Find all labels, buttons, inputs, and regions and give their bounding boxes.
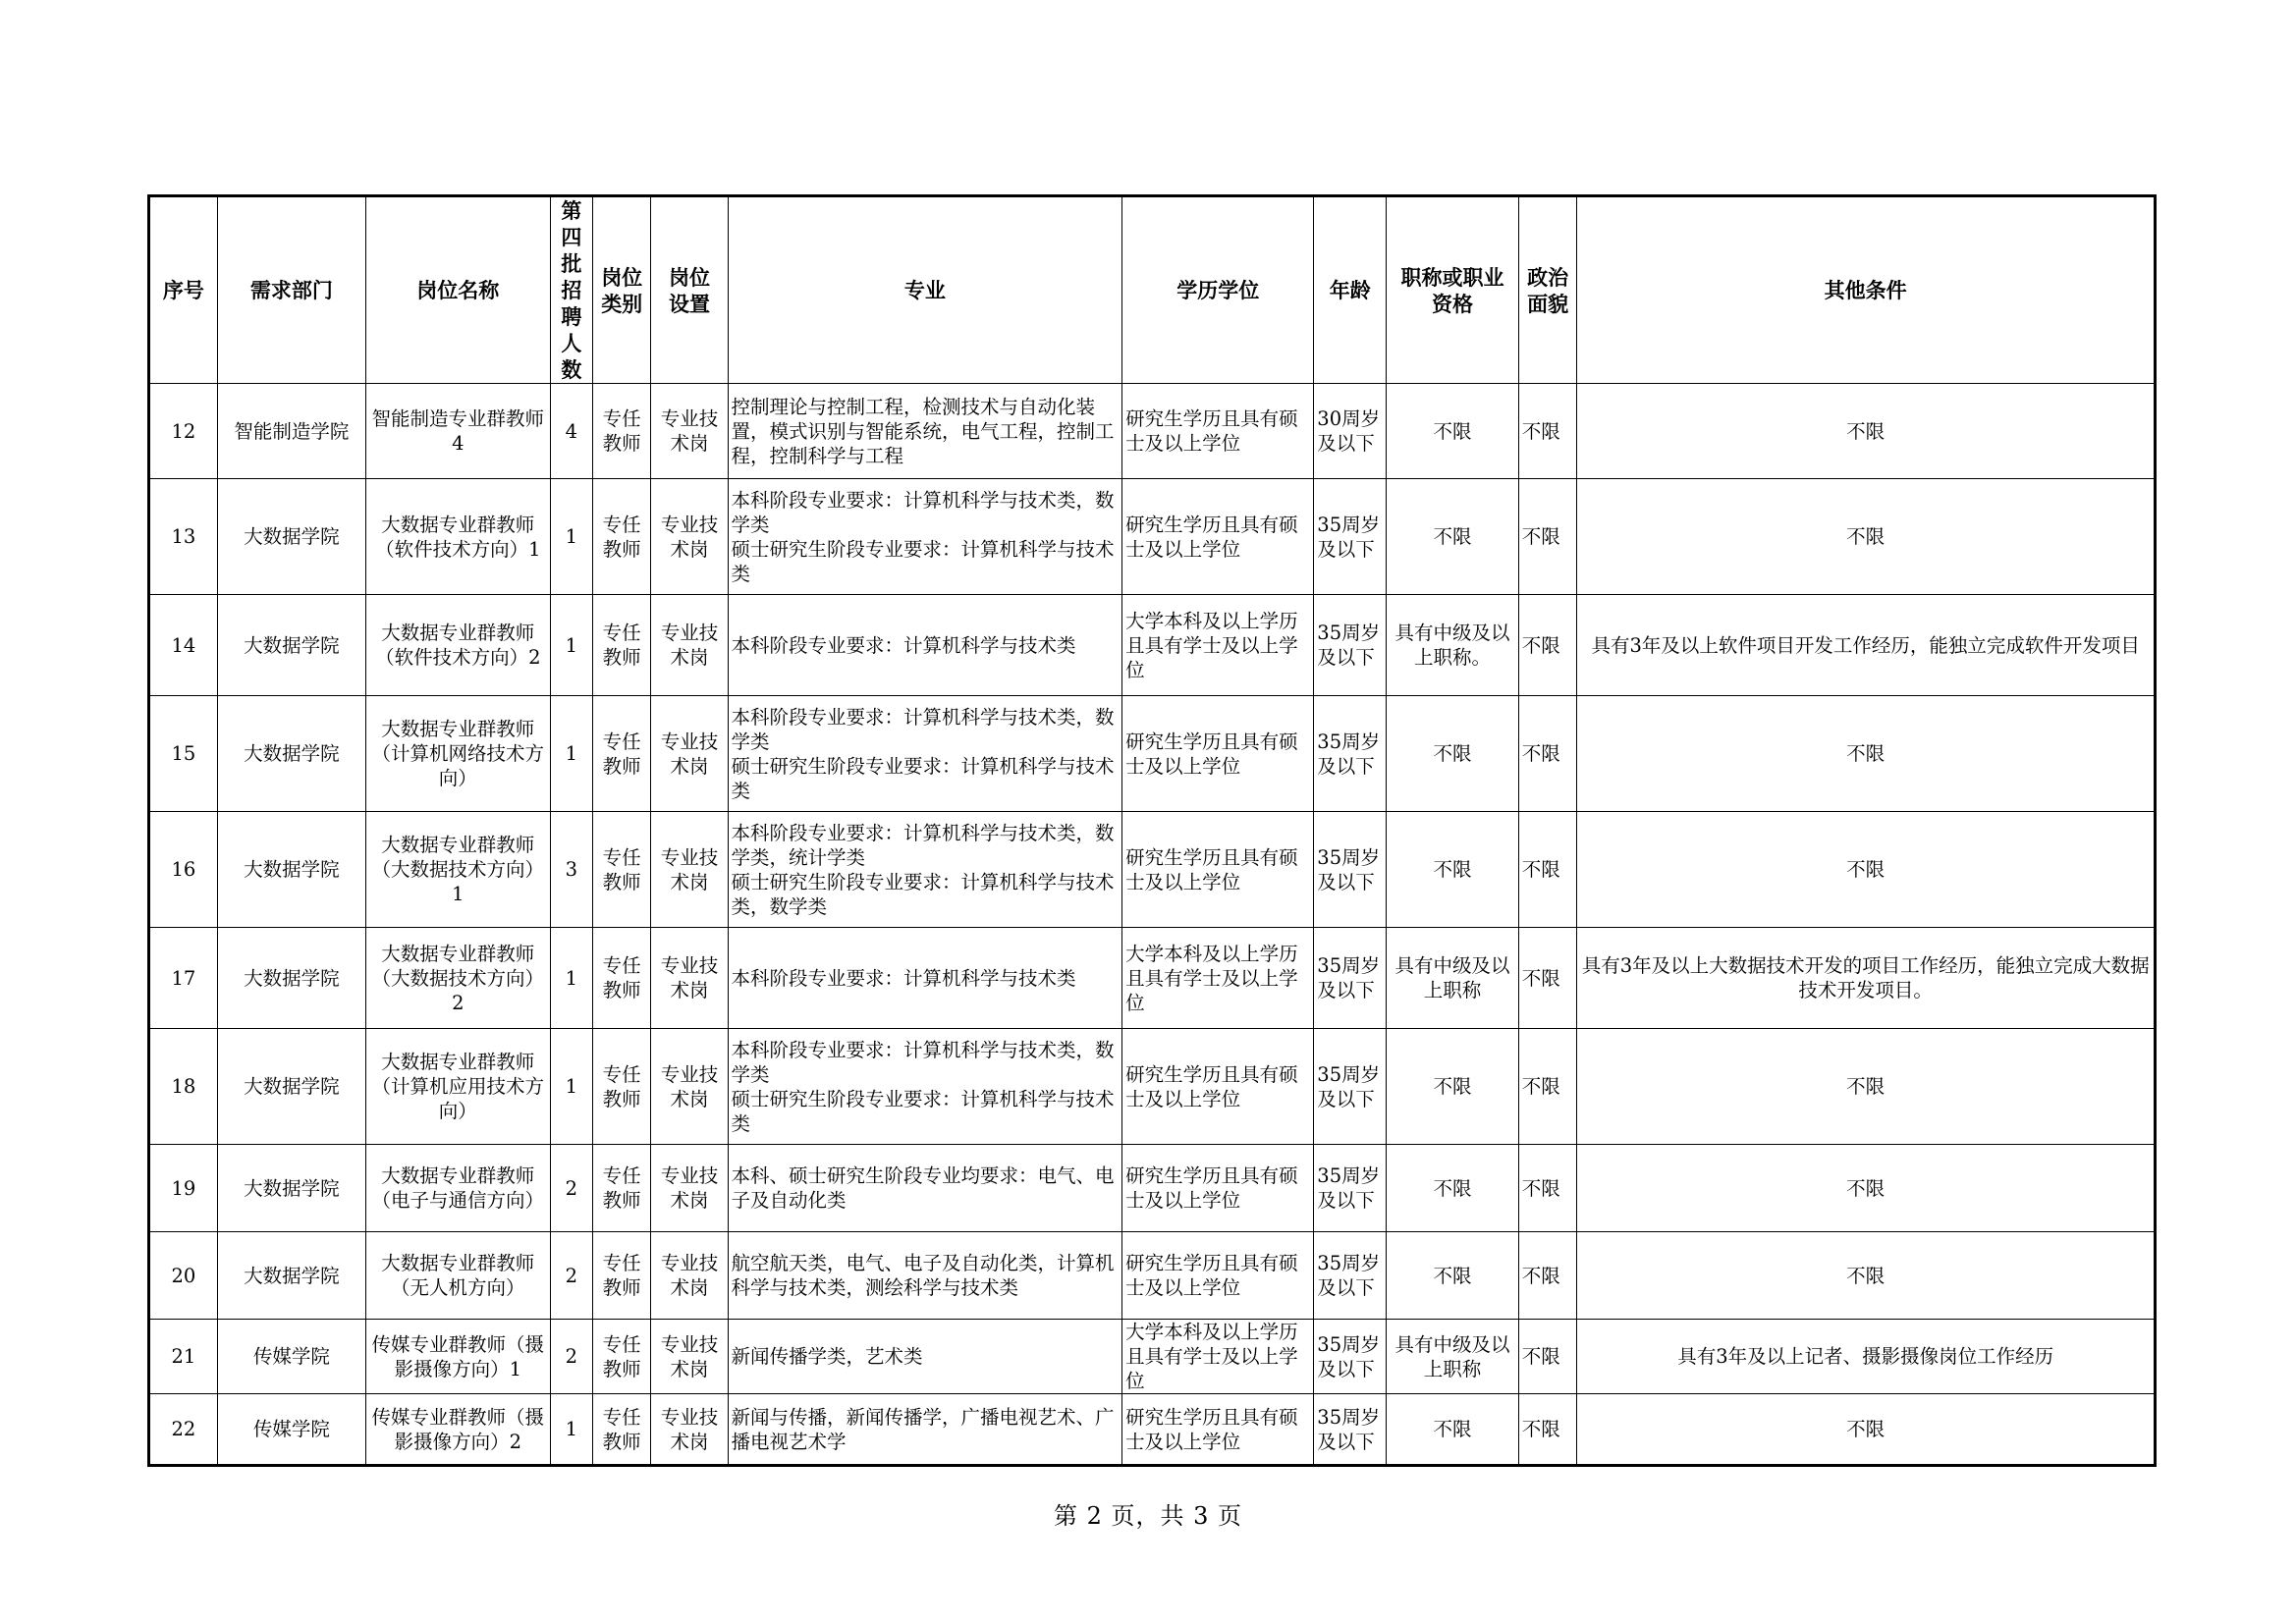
cell-dept: 智能制造学院 [217,384,365,479]
cell-age: 35周岁及以下 [1314,1320,1387,1394]
cell-post-name: 大数据专业群教师（软件技术方向）1 [365,479,550,595]
cell-seq: 19 [149,1145,218,1232]
cell-age: 35周岁及以下 [1314,595,1387,696]
cell-post-type: 专任教师 [592,696,651,812]
cell-degree: 研究生学历且具有硕士及以上学位 [1122,1232,1314,1320]
cell-post-name: 大数据专业群教师（无人机方向） [365,1232,550,1320]
cell-major: 本科阶段专业要求：计算机科学与技术类，数学类 硕士研究生阶段专业要求：计算机科学与技术类 [728,696,1122,812]
cell-other: 不限 [1577,812,2156,928]
cell-age: 30周岁及以下 [1314,384,1387,479]
cell-post-setting: 专业技术岗 [651,1394,728,1466]
cell-degree: 研究生学历且具有硕士及以上学位 [1122,1394,1314,1466]
cell-dept: 大数据学院 [217,1029,365,1145]
cell-post-name: 大数据专业群教师（电子与通信方向） [365,1145,550,1232]
cell-post-setting: 专业技术岗 [651,696,728,812]
table-row [149,812,2156,928]
cell-dept: 大数据学院 [217,812,365,928]
cell-age: 35周岁及以下 [1314,1232,1387,1320]
cell-major: 本科阶段专业要求：计算机科学与技术类 [728,595,1122,696]
cell-degree: 研究生学历且具有硕士及以上学位 [1122,479,1314,595]
table-row [149,1320,2156,1394]
cell-post-type: 专任教师 [592,384,651,479]
page-footer: 第 2 页，共 3 页 [1053,1502,1243,1530]
header-age: 年龄 [1314,196,1387,384]
cell-post-type: 专任教师 [592,812,651,928]
cell-major: 本科、硕士研究生阶段专业均要求：电气、电子及自动化类 [728,1145,1122,1232]
cell-count: 3 [550,812,592,928]
cell-politics: 不限 [1518,595,1577,696]
cell-other: 不限 [1577,696,2156,812]
cell-age: 35周岁及以下 [1314,1394,1387,1466]
cell-other: 具有3年及以上软件项目开发工作经历，能独立完成软件开发项目 [1577,595,2156,696]
cell-count: 1 [550,1029,592,1145]
cell-degree: 研究生学历且具有硕士及以上学位 [1122,384,1314,479]
cell-seq: 13 [149,479,218,595]
cell-degree: 研究生学历且具有硕士及以上学位 [1122,1145,1314,1232]
cell-count: 1 [550,928,592,1029]
cell-major: 本科阶段专业要求：计算机科学与技术类 [728,928,1122,1029]
cell-degree: 大学本科及以上学历且具有学士及以上学位 [1122,595,1314,696]
cell-post-setting: 专业技术岗 [651,595,728,696]
cell-title: 不限 [1387,812,1519,928]
header-post-name: 岗位名称 [365,196,550,384]
cell-title: 具有中级及以上职称。 [1387,595,1519,696]
cell-post-type: 专任教师 [592,1145,651,1232]
cell-politics: 不限 [1518,1394,1577,1466]
cell-title: 不限 [1387,1232,1519,1320]
cell-seq: 16 [149,812,218,928]
cell-post-setting: 专业技术岗 [651,479,728,595]
cell-title: 不限 [1387,384,1519,479]
cell-count: 2 [550,1232,592,1320]
cell-title: 不限 [1387,1394,1519,1466]
cell-major: 新闻传播学类，艺术类 [728,1320,1122,1394]
table-row [149,928,2156,1029]
cell-post-setting: 专业技术岗 [651,1320,728,1394]
cell-other: 不限 [1577,1145,2156,1232]
cell-other: 不限 [1577,1029,2156,1145]
table-row [149,479,2156,595]
table-body [149,384,2156,1466]
cell-major: 航空航天类，电气、电子及自动化类，计算机科学与技术类，测绘科学与技术类 [728,1232,1122,1320]
cell-politics: 不限 [1518,1029,1577,1145]
cell-other: 不限 [1577,384,2156,479]
cell-politics: 不限 [1518,384,1577,479]
cell-post-setting: 专业技术岗 [651,1232,728,1320]
table-row [149,595,2156,696]
cell-dept: 大数据学院 [217,595,365,696]
cell-major: 本科阶段专业要求：计算机科学与技术类，数学类，统计学类 硕士研究生阶段专业要求：计算机科学与技术类，数学类 [728,812,1122,928]
cell-count: 2 [550,1145,592,1232]
cell-dept: 传媒学院 [217,1394,365,1466]
cell-post-type: 专任教师 [592,1029,651,1145]
table-row [149,1145,2156,1232]
cell-count: 4 [550,384,592,479]
cell-age: 35周岁及以下 [1314,1029,1387,1145]
header-row [149,196,2156,384]
cell-dept: 大数据学院 [217,928,365,1029]
cell-other: 具有3年及以上记者、摄影摄像岗位工作经历 [1577,1320,2156,1394]
cell-post-type: 专任教师 [592,1320,651,1394]
header-seq: 序号 [149,196,218,384]
cell-title: 不限 [1387,696,1519,812]
cell-dept: 大数据学院 [217,1145,365,1232]
cell-politics: 不限 [1518,479,1577,595]
cell-post-setting: 专业技术岗 [651,1029,728,1145]
table-row [149,1394,2156,1466]
header-count: 第四批招聘人数 [550,196,592,384]
cell-major: 本科阶段专业要求：计算机科学与技术类，数学类 硕士研究生阶段专业要求：计算机科学与技术类 [728,1029,1122,1145]
cell-other: 不限 [1577,479,2156,595]
cell-degree: 大学本科及以上学历且具有学士及以上学位 [1122,928,1314,1029]
cell-age: 35周岁及以下 [1314,928,1387,1029]
cell-seq: 12 [149,384,218,479]
header-dept: 需求部门 [217,196,365,384]
cell-title: 具有中级及以上职称 [1387,928,1519,1029]
cell-politics: 不限 [1518,928,1577,1029]
cell-post-setting: 专业技术岗 [651,812,728,928]
cell-politics: 不限 [1518,1232,1577,1320]
cell-age: 35周岁及以下 [1314,696,1387,812]
cell-major: 控制理论与控制工程，检测技术与自动化装置，模式识别与智能系统，电气工程，控制工程，控制科学与工程 [728,384,1122,479]
cell-post-name: 智能制造专业群教师4 [365,384,550,479]
cell-title: 具有中级及以上职称 [1387,1320,1519,1394]
cell-politics: 不限 [1518,1320,1577,1394]
cell-age: 35周岁及以下 [1314,1145,1387,1232]
cell-post-name: 传媒专业群教师（摄影摄像方向）2 [365,1394,550,1466]
cell-age: 35周岁及以下 [1314,479,1387,595]
header-other: 其他条件 [1577,196,2156,384]
cell-post-setting: 专业技术岗 [651,928,728,1029]
cell-title: 不限 [1387,479,1519,595]
cell-post-type: 专任教师 [592,1232,651,1320]
cell-post-name: 传媒专业群教师（摄影摄像方向）1 [365,1320,550,1394]
header-politics: 政治面貌 [1518,196,1577,384]
cell-post-name: 大数据专业群教师（计算机应用技术方向） [365,1029,550,1145]
cell-title: 不限 [1387,1145,1519,1232]
cell-dept: 大数据学院 [217,479,365,595]
cell-seq: 14 [149,595,218,696]
cell-seq: 20 [149,1232,218,1320]
header-post-setting: 岗位设置 [651,196,728,384]
cell-major: 新闻与传播，新闻传播学，广播电视艺术、广播电视艺术学 [728,1394,1122,1466]
cell-count: 1 [550,1394,592,1466]
cell-seq: 15 [149,696,218,812]
table-row [149,1029,2156,1145]
cell-post-type: 专任教师 [592,479,651,595]
cell-politics: 不限 [1518,696,1577,812]
cell-degree: 大学本科及以上学历且具有学士及以上学位 [1122,1320,1314,1394]
cell-post-name: 大数据专业群教师（大数据技术方向）1 [365,812,550,928]
cell-count: 1 [550,479,592,595]
cell-politics: 不限 [1518,812,1577,928]
cell-dept: 传媒学院 [217,1320,365,1394]
cell-post-name: 大数据专业群教师（大数据技术方向）2 [365,928,550,1029]
table-row [149,384,2156,479]
cell-dept: 大数据学院 [217,1232,365,1320]
cell-degree: 研究生学历且具有硕士及以上学位 [1122,696,1314,812]
cell-post-setting: 专业技术岗 [651,384,728,479]
header-degree: 学历学位 [1122,196,1314,384]
cell-other: 不限 [1577,1232,2156,1320]
cell-seq: 18 [149,1029,218,1145]
cell-post-name: 大数据专业群教师（计算机网络技术方向） [365,696,550,812]
cell-count: 1 [550,696,592,812]
header-post-type: 岗位类别 [592,196,651,384]
cell-post-setting: 专业技术岗 [651,1145,728,1232]
table-row [149,1232,2156,1320]
cell-age: 35周岁及以下 [1314,812,1387,928]
recruitment-table [147,194,2157,1467]
cell-seq: 21 [149,1320,218,1394]
cell-post-type: 专任教师 [592,595,651,696]
header-title: 职称或职业资格 [1387,196,1519,384]
cell-major: 本科阶段专业要求：计算机科学与技术类，数学类 硕士研究生阶段专业要求：计算机科学与技术类 [728,479,1122,595]
cell-dept: 大数据学院 [217,696,365,812]
cell-seq: 17 [149,928,218,1029]
cell-other: 不限 [1577,1394,2156,1466]
cell-politics: 不限 [1518,1145,1577,1232]
cell-count: 1 [550,595,592,696]
header-major: 专业 [728,196,1122,384]
cell-other: 具有3年及以上大数据技术开发的项目工作经历，能独立完成大数据技术开发项目。 [1577,928,2156,1029]
cell-post-type: 专任教师 [592,1394,651,1466]
cell-post-name: 大数据专业群教师（软件技术方向）2 [365,595,550,696]
cell-title: 不限 [1387,1029,1519,1145]
cell-degree: 研究生学历且具有硕士及以上学位 [1122,1029,1314,1145]
cell-degree: 研究生学历且具有硕士及以上学位 [1122,812,1314,928]
cell-count: 2 [550,1320,592,1394]
cell-post-type: 专任教师 [592,928,651,1029]
cell-seq: 22 [149,1394,218,1466]
table-row [149,696,2156,812]
